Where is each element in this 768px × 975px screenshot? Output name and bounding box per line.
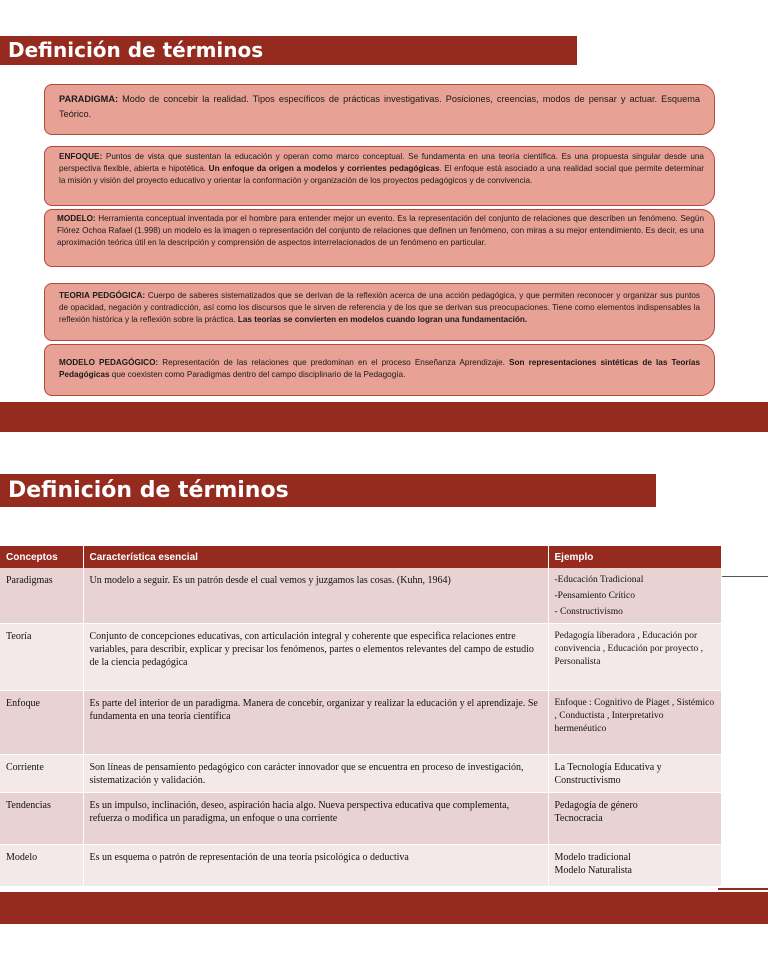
ejemplo-item: -Educación Tradicional [554, 575, 644, 585]
definition-text: Modo de concebir la realidad. Tipos específicos de prácticas investigativas. Posiciones, creencias, modos de pensar y actuar. Esquema Teórico. [59, 94, 700, 119]
concepto-cell: Tendencias [0, 793, 83, 845]
ejemplo-cell [548, 624, 721, 691]
table-row [0, 755, 721, 793]
definition-box-modelo [44, 209, 715, 267]
term-label: ENFOQUE: [59, 152, 103, 161]
ejemplo-cell [548, 755, 721, 793]
ejemplo-item: -Pensamiento Crítico [554, 591, 635, 601]
ejemplo-item: Enfoque : Cognitivo de Piaget , Sistémico , Conductista , Interpretativo hermenéutico [554, 698, 715, 734]
table-row [0, 793, 721, 845]
definition-box-modelo-pedagogico [44, 344, 715, 396]
ejemplo-item: Modelo tradicional [554, 852, 631, 863]
ejemplo-item: Modelo Naturalista [554, 865, 632, 876]
header-caracteristica: Característica esencial [83, 546, 548, 568]
definition-text: . El enfoque está asociado a una realidad social que permite determinar la misión y visión del proyecto educativo y orientar la conformación y organización de los proyectos pedagógicos y de convivencia. [59, 164, 704, 185]
ejemplo-cell [548, 845, 721, 887]
concepto-cell: Teoría [0, 624, 83, 691]
slide1-footer-band [0, 402, 768, 432]
definition-emphasis: Las teorías se convierten en modelos cuando logran una fundamentación. [237, 315, 528, 324]
definition-text: Herramienta conceptual inventada por el hombre para entender mejor un evento. Es la representación del conjunto de relaciones que describen un fenómeno. Según Flórez Ochoa Rafael (1.998) un modelo es la imagen o representación del conjunto de relaciones que definen un fenómeno, con miras a su mejor entendimiento. Es decir, es una aproximación teórica útil en la descripción y comprensión de aspectos interrelacionados de un fenómeno en particular. [57, 214, 704, 247]
ejemplo-item: Pedagogía liberadora , Educación por convivencia , Educación por proyecto , Personalista [554, 631, 704, 667]
concepto-cell: Corriente [0, 755, 83, 793]
definition-box-paradigma [44, 84, 715, 135]
ejemplo-cell [548, 793, 721, 845]
caracteristica-cell: Un modelo a seguir. Es un patrón desde el cual vemos y juzgamos las cosas. (Kuhn, 1964) [83, 568, 548, 624]
header-conceptos: Conceptos [0, 546, 83, 568]
ejemplo-cell [548, 568, 721, 624]
term-label: PARADIGMA: [59, 94, 119, 104]
table-row [0, 568, 721, 624]
ejemplo-item: La Tecnología Educativa y Constructivismo [554, 762, 662, 786]
caracteristica-cell: Son líneas de pensamiento pedagógico con carácter innovador que se encuentra en proceso de investigación, sistematización y validación. [83, 755, 548, 793]
caracteristica-cell: Conjunto de concepciones educativas, con articulación integral y coherente que especifica relaciones entre variables, para describir, explicar y precisar los fenómenos, partes o elementos relevantes del campo de estudio de la ciencia pedagógica [83, 624, 548, 691]
definition-text: Cuerpo de saberes sistematizados que se derivan de la reflexión acerca de una acción pedagógica, y que permiten reconocer y organizar sus puntos de opacidad, negación y contradicción, así como los discursos que le sirven de referencia y de los que se derivan sus preocupaciones. Tiene como elementos indispensables la reflexión histórica y la reflexión sobre la práctica. [59, 291, 701, 324]
table-row [0, 845, 721, 887]
term-label: TEORIA PEDGÓGICA: [59, 291, 146, 300]
concepto-cell: Enfoque [0, 691, 83, 755]
definition-emphasis: Un enfoque da origen a modelos y corrientes pedagógicas [208, 164, 440, 173]
caracteristica-cell: Es un impulso, inclinación, deseo, aspiración hacia algo. Nueva perspectiva educativa que complementa, refuerza o modifica un paradigma, un enfoque o una corriente [83, 793, 548, 845]
ejemplo-item: - Constructivismo [554, 607, 623, 617]
header-ejemplo: Ejemplo [548, 546, 721, 568]
caracteristica-cell: Es un esquema o patrón de representación de una teoría psicológica o deductiva [83, 845, 548, 887]
slide1-title: Definición de términos [0, 36, 577, 65]
divider-line [721, 576, 768, 577]
slide2-footer-band [0, 892, 768, 924]
concepto-cell: Modelo [0, 845, 83, 887]
definition-box-enfoque [44, 146, 715, 206]
term-label: MODELO: [57, 214, 96, 223]
definition-text: que coexisten como Paradigmas dentro del campo disciplinario de la Pedagogía. [109, 370, 406, 379]
slide2-title: Definición de términos [0, 474, 656, 507]
ejemplo-item: Pedagogía de género [554, 800, 638, 811]
footer-accent-line [718, 888, 768, 890]
table-row [0, 624, 721, 691]
caracteristica-cell: Es parte del interior de un paradigma. Manera de concebir, organizar y realizar la educación y el aprendizaje. Se fundamenta en una teoría científica [83, 691, 548, 755]
ejemplo-item: Tecnocracia [554, 813, 603, 824]
terms-table [0, 546, 722, 887]
ejemplo-cell [548, 691, 721, 755]
definition-box-teoria-pedagogica [44, 283, 715, 341]
definition-emphasis: Son representaciones sintéticas de las Teorías Pedagógicas [59, 358, 700, 379]
term-label: MODELO PEDAGÓGICO: [59, 358, 159, 367]
definition-text: Representación de las relaciones que predominan en el proceso Enseñanza Aprendizaje. [158, 358, 510, 367]
definition-text: Puntos de vista que sustentan la educación y operan como marco conceptual. Se fundamenta en una teoría científica. Es una propuesta singular desde una perspectiva flexible, abierta e hipotética. [59, 152, 704, 173]
table-header-row [0, 546, 721, 568]
table-row [0, 691, 721, 755]
concepto-cell: Paradigmas [0, 568, 83, 624]
